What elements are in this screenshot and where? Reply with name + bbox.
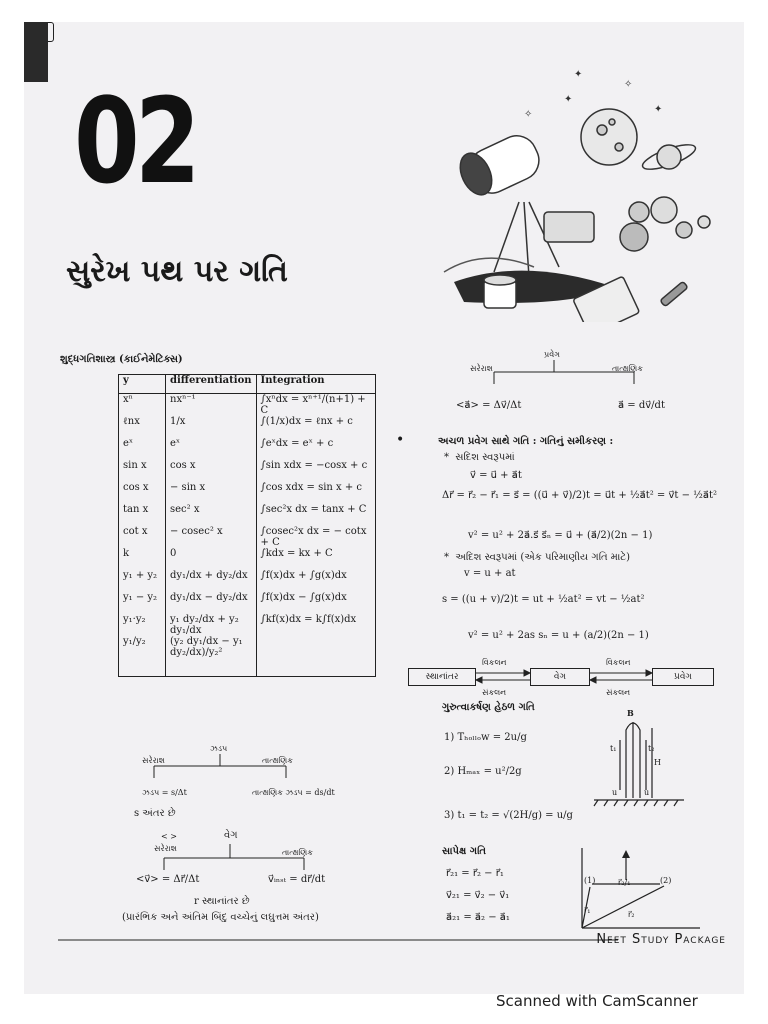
table-header: Integration [256, 375, 375, 394]
speed-right-label: તાત્ક્ષણિક [262, 756, 293, 765]
table-row [119, 416, 376, 438]
integral-cell: ∫kf(x)dx = k∫f(x)dx [256, 614, 375, 636]
function-cell: eˣ [119, 438, 166, 460]
projectile-u-right: u [644, 788, 650, 797]
table-row [119, 592, 376, 614]
speed-inst-formula: તાત્ક્ષણિક ઝડપ = ds/dt [252, 788, 335, 797]
relative-r1-label: r⃗₁ [584, 906, 591, 915]
table-row [119, 394, 376, 417]
velocity-note: r સ્થાનાંતર છે [194, 896, 250, 907]
table-header-row [119, 375, 376, 394]
scanner-watermark: Scanned with CamScanner [496, 992, 698, 1010]
projectile-top-label: B [627, 708, 634, 718]
derivative-cell: − cosec² x [166, 526, 257, 548]
function-cell: xⁿ [119, 394, 166, 417]
velocity-tree-lines [134, 842, 354, 872]
vector-eq-2: Δr⃗ = r⃗₂ − r⃗₁ = s⃗ = ((u⃗ + v⃗)/2)t = u⃗t + ½a⃗t² = v⃗t − ½a⃗t² [442, 490, 718, 501]
flow-diff-label-1: વિકલન [482, 658, 507, 667]
derivative-cell: nxⁿ⁻¹ [166, 394, 257, 417]
function-cell: y₁/y₂ [119, 636, 166, 677]
scalar-eq-3: v² = u² + 2as sₙ = u + (a/2)(2n − 1) [468, 630, 649, 641]
svg-text:✧: ✧ [524, 109, 533, 120]
flow-box-velocity: વેગ [530, 668, 590, 686]
relative-point-1-label: 1 [587, 876, 593, 885]
speed-avg-formula: ઝડપ = s/Δt [142, 788, 187, 797]
accel-inst-formula: a⃗ = dv⃗/dt [618, 400, 665, 411]
projectile-diagram [574, 710, 704, 810]
svg-text:✧: ✧ [624, 79, 633, 90]
integral-cell [256, 636, 375, 677]
relative-eq-1: r⃗₂₁ = r⃗₂ − r⃗₁ [446, 868, 504, 879]
chapter-title: સુરેખ પથ પર ગતિ [66, 254, 288, 289]
gravity-eq-3: 3) t₁ = t₂ = √(2H/g) = u/g [444, 810, 573, 821]
function-cell: k [119, 548, 166, 570]
footer-package-name: Neet Study Package [596, 932, 726, 947]
projectile-h-label: H [654, 758, 661, 767]
integral-cell: ∫cos xdx = sin x + c [256, 482, 375, 504]
svg-text:✦: ✦ [574, 69, 583, 80]
function-cell: cot x [119, 526, 166, 548]
kinematics-heading: શુદ્ધગતિશાસ્ત્ર (કાઈનેમેટિક્સ) [60, 354, 183, 365]
relative-heading: સાપેક્ષ ગતિ [442, 846, 486, 857]
page-edge-shadow [24, 22, 48, 82]
accel-right-label: તાત્ક્ષણિક [612, 364, 643, 373]
derivative-cell: (y₂ dy₁/dx − y₁ dy₂/dx)/y₂² [166, 636, 257, 677]
svg-text:✦: ✦ [564, 94, 573, 105]
accel-tree-lines [464, 358, 684, 388]
gravity-eq-1: 1) Tₕₒₗₗₒw = 2u/g [444, 732, 527, 743]
scalar-form-label: અદિશ સ્વરૂપમાં (એક પરિમાણીય ગતિ માટે) [455, 552, 630, 563]
table-row [119, 482, 376, 504]
relative-motion-diagram [572, 842, 702, 932]
const-accel-heading: અચળ પ્રવેગ સાથે ગતિ : ગતિનું સમીકરણ : [438, 436, 614, 447]
derivative-cell: eˣ [166, 438, 257, 460]
derivative-cell: y₁ dy₂/dx + y₂ dy₁/dx [166, 614, 257, 636]
scalar-form-heading: * અદિશ સ્વરૂપમાં (એક પરિમાણીય ગતિ માટે) [444, 552, 630, 563]
integral-cell: ∫eˣdx = eˣ + c [256, 438, 375, 460]
scalar-eq-1: v = u + at [464, 568, 516, 579]
flow-int-label-1: સંકલન [482, 688, 507, 697]
gravity-heading: ગુરુત્વાકર્ષણ હેઠળ ગતિ [442, 702, 535, 713]
textbook-page [24, 22, 744, 994]
table-header: y [119, 375, 166, 394]
relative-r21-label: r⃗₂/₁ [618, 878, 631, 887]
relative-point-2: (2) [660, 876, 672, 885]
function-cell: y₁·y₂ [119, 614, 166, 636]
integral-cell: ∫(1/x)dx = ℓnx + c [256, 416, 375, 438]
astronomy-illustration [424, 62, 724, 322]
table-row [119, 526, 376, 548]
table-row [119, 438, 376, 460]
integral-cell: ∫sec²x dx = tanx + C [256, 504, 375, 526]
integral-cell: ∫f(x)dx − ∫g(x)dx [256, 592, 375, 614]
table-row [119, 636, 376, 677]
vector-form-heading: * સદિશ સ્વરૂપમાં [444, 452, 515, 463]
speed-left-label: સરેરાશ [142, 756, 165, 765]
table-row [119, 460, 376, 482]
relative-point-2-label: 2 [663, 876, 669, 885]
relative-r2-label: r⃗₂ [628, 910, 635, 919]
integral-cell: ∫xⁿdx = xⁿ⁺¹/(n+1) + C [256, 394, 375, 417]
vector-form-label: સદિશ સ્વરૂપમાં [455, 452, 515, 463]
flow-arrows [474, 668, 654, 686]
table-row [119, 570, 376, 592]
function-cell: tan x [119, 504, 166, 526]
projectile-t2-label: t₂ [648, 744, 655, 753]
derivative-cell: sec² x [166, 504, 257, 526]
function-cell: sin x [119, 460, 166, 482]
speed-root: ઝડપ [210, 744, 228, 753]
speed-note: s અંતર છે [134, 808, 176, 819]
accel-root: પ્રવેગ [544, 350, 561, 359]
integral-cell: ∫sin xdx = −cosx + c [256, 460, 375, 482]
projectile-u-left: u [612, 788, 618, 797]
accel-avg-formula: <a⃗> = Δv⃗/Δt [456, 400, 522, 411]
relative-eq-3: a⃗₂₁ = a⃗₂ − a⃗₁ [446, 912, 510, 923]
footer-rule [58, 938, 618, 942]
derivative-cell: 0 [166, 548, 257, 570]
scalar-eq-2: s = ((u + v)/2)t = ut + ½at² = vt − ½at² [442, 594, 645, 605]
velocity-avg-formula: <v⃗> = Δr⃗/Δt [136, 874, 200, 885]
accel-left-label: સરેરાશ [470, 364, 493, 373]
flow-int-label-2: સંકલન [606, 688, 631, 697]
velocity-left-label: સરેરાશ [154, 844, 177, 853]
table-header: differentiation [166, 375, 257, 394]
vector-eq-1: v⃗ = u⃗ + a⃗t [470, 470, 522, 481]
velocity-note-detail: (પ્રારંભિક અને અંતિમ બિંદુ વચ્ચેનું લઘુત્તમ અંતર) [122, 912, 319, 923]
velocity-avg-symbol: < > [161, 832, 177, 841]
derivative-cell: cos x [166, 460, 257, 482]
projectile-t1-label: t₁ [610, 744, 617, 753]
derivative-cell: 1/x [166, 416, 257, 438]
table-row [119, 614, 376, 636]
derivative-cell: dy₁/dx + dy₂/dx [166, 570, 257, 592]
gravity-eq-2: 2) Hₘₐₓ = u²/2g [444, 766, 522, 777]
velocity-inst-formula: v⃗ᵢₙₛₜ = dr⃗/dt [268, 874, 326, 885]
relative-eq-2: v⃗₂₁ = v⃗₂ − v⃗₁ [446, 890, 510, 901]
flow-diff-label-2: વિકલન [606, 658, 631, 667]
function-cell: ℓnx [119, 416, 166, 438]
relative-point-1: (1) [584, 876, 596, 885]
velocity-root: વેગ [224, 830, 238, 841]
flow-box-displacement: સ્થાનાંતર [408, 668, 476, 686]
bullet-dot: • [396, 432, 405, 448]
function-cell: y₁ + y₂ [119, 570, 166, 592]
function-cell: cos x [119, 482, 166, 504]
svg-text:✦: ✦ [654, 104, 663, 115]
vector-eq-3: v² = u² + 2a⃗.s⃗ s⃗ₙ = u⃗ + (a⃗/2)(2n − 1) [468, 530, 653, 541]
diff-int-table [118, 374, 376, 677]
flow-box-acceleration: પ્રવેગ [652, 668, 714, 686]
integral-cell: ∫cosec²x dx = − cotx + C [256, 526, 375, 548]
integral-cell: ∫kdx = kx + C [256, 548, 375, 570]
table-row [119, 504, 376, 526]
derivative-cell: dy₁/dx − dy₂/dx [166, 592, 257, 614]
chapter-number: 02 [74, 72, 196, 210]
derivative-cell: − sin x [166, 482, 257, 504]
integral-cell: ∫f(x)dx + ∫g(x)dx [256, 570, 375, 592]
function-cell: y₁ − y₂ [119, 592, 166, 614]
velocity-right-label: તાત્ક્ષણિક [282, 848, 313, 857]
table-row [119, 548, 376, 570]
